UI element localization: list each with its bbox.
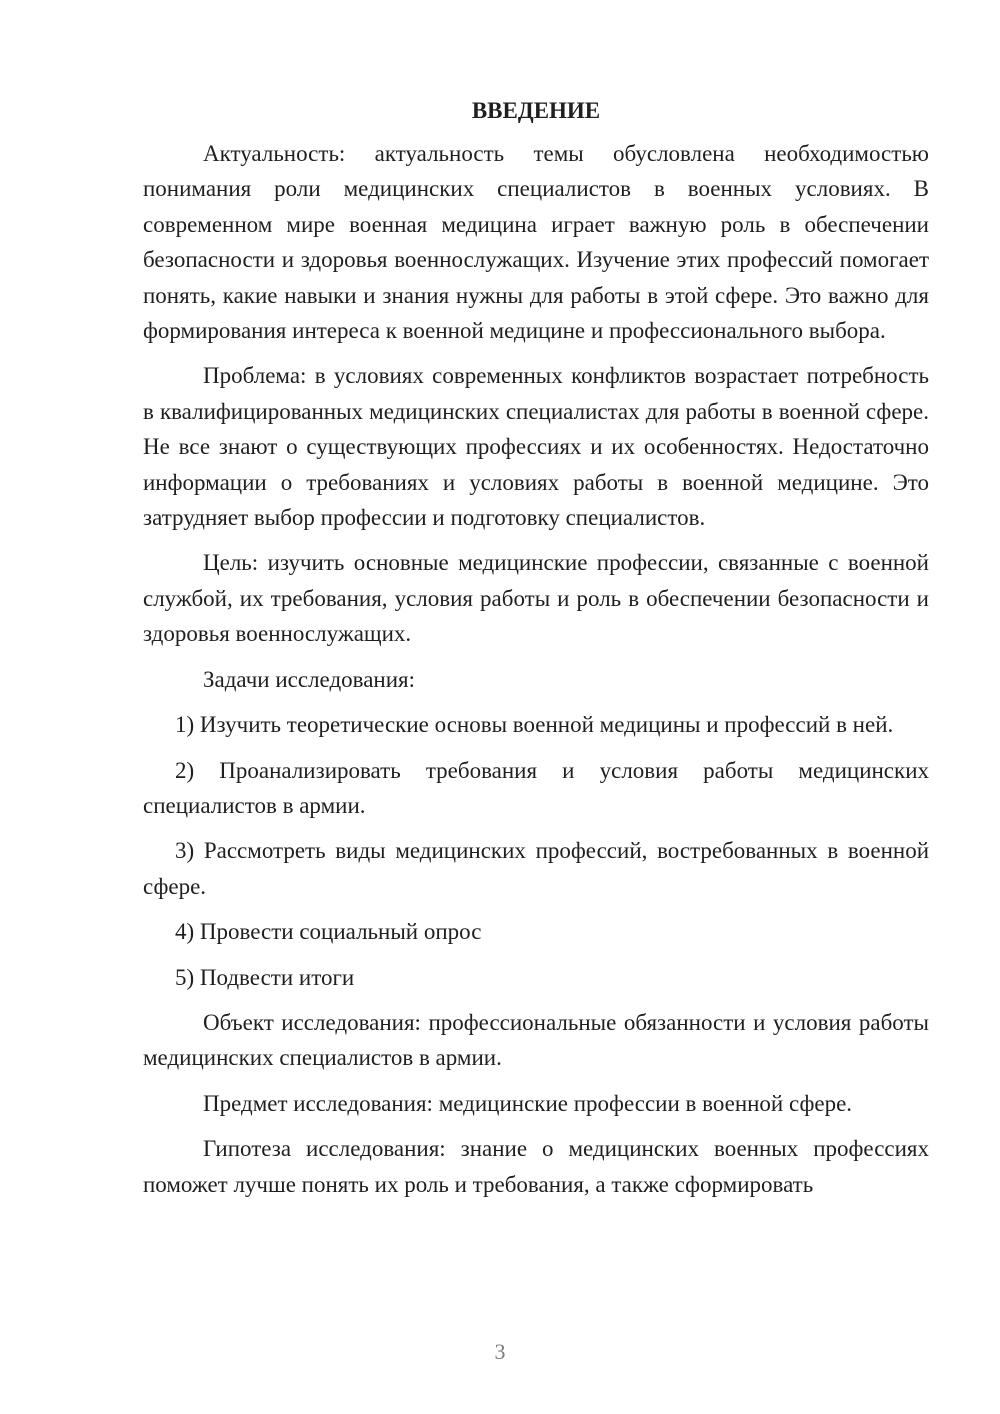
object-paragraph: Объект исследования: профессиональные обязанности и условия работы медицинских специалистов в армии. bbox=[143, 1009, 929, 1071]
section-title: ВВЕДЕНИЕ bbox=[471, 98, 601, 123]
task-item: 3) Рассмотреть виды медицинских профессий, востребованных в военной сфере. bbox=[143, 838, 929, 899]
hypothesis-paragraph: Гипотеза исследования: знание о медицинских военных профессиях поможет лучше понять их роль и требования, а также сформировать bbox=[143, 1136, 929, 1197]
page-content bbox=[143, 96, 929, 1212]
tasks-heading: Задачи исследования: bbox=[203, 666, 416, 692]
goal-paragraph: Цель: изучить основные медицинские профессии, связанные с военной службой, их требования, условия работы и роль в обеспечении безопасности и здоровья военнослужащих. bbox=[143, 550, 929, 647]
task-item: 2) Проанализировать требования и условия работы медицинских специалистов в армии. bbox=[143, 757, 929, 818]
page-number: 3 bbox=[494, 1339, 506, 1364]
task-item: 1) Изучить теоретические основы военной медицины и профессий в ней. bbox=[175, 712, 894, 738]
problem-paragraph: Проблема: в условиях современных конфликтов возрастает потребность в квалифицированных медицинских специалистах для работы в военной сфере. Не все знают о существующих профессиях и их особенностях. Недостаточно информации о требованиях и условиях работы в военной медицине. Это затрудняет выбор профессии и подготовку специалистов. bbox=[143, 363, 929, 531]
subject-paragraph: Предмет исследования: медицинские профессии в военной сфере. bbox=[203, 1090, 853, 1116]
relevance-paragraph: Актуальность: актуальность темы обусловлена необходимостью понимания роли медицинских специалистов в военных условиях. В современном мире военная медицина играет важную роль в обеспечении безопасности и здоровья военнослужащих. Изучение этих профессий помогает понять, какие навыки и знания нужны для работы в этой сфере. Это важно для формирования интереса к военной медицине и профессионального выбора. bbox=[143, 141, 929, 344]
task-item: 5) Подвести итоги bbox=[175, 964, 355, 990]
task-item: 4) Провести социальный опрос bbox=[175, 919, 482, 945]
